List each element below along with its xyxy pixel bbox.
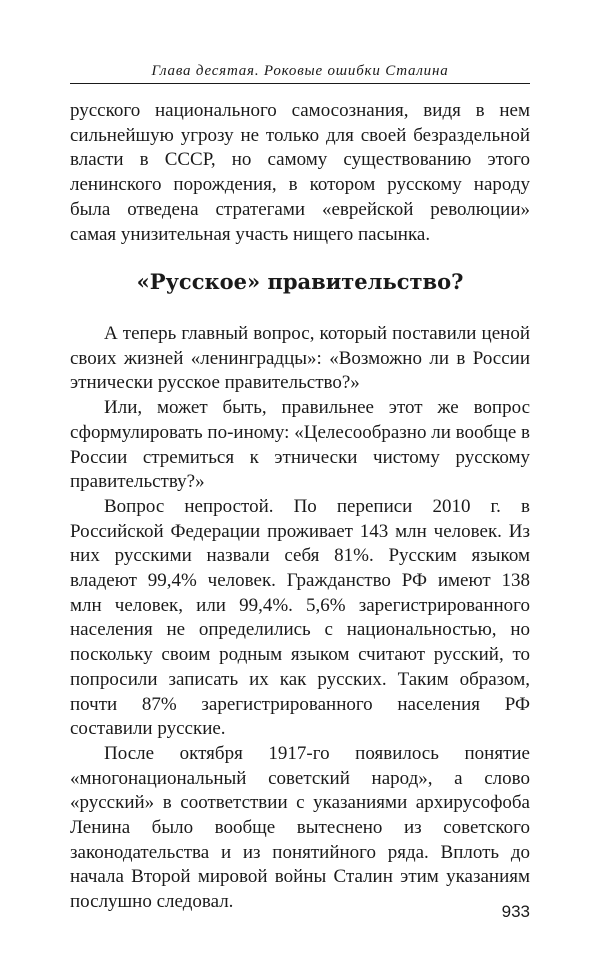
paragraph: А теперь главный вопрос, который поставили ценой своих жизней «ленинградцы»: «Возможно ли в России этнически русское правительство?» xyxy=(70,323,530,394)
paragraph: После октября 1917-го появилось понятие «многонациональный советский народ», а слово «русский» в соответствии с указаниями архирусофоба Ленина было вообще вытеснено из советского законодательства и из понятийного ряда. Вплоть до начала Второй мировой войны Сталин этим указаниям послушно следовал. xyxy=(70,742,530,913)
running-head: Глава десятая. Роковые ошибки Сталина xyxy=(151,63,449,79)
paragraph: Вопрос непростой. По переписи 2010 г. в Российской Федерации проживает 143 млн человек. Из них русскими назвали себя 81%. Русским языком владеют 99,4% человек. Гражданство РФ имеют 138 млн человек, или 99,4%. 5,6% зарегистрированного населения не определились с национальностью, но поскольку своим родным языком считают русский, то попросили записать их как русских. Таким образом, почти 87% зарегистрированного населения РФ составили русские. xyxy=(70,495,530,740)
header-divider xyxy=(70,83,530,84)
body-text-main xyxy=(70,322,530,915)
paragraph-continuation: русского национального самосознания, видя в нем сильнейшую угрозу не только для своей безраздельной власти в СССР, но самому существованию этого ленинского порождения, в котором русскому народу была отведена стратегами «еврейской революции» самая унизительная участь нищего пасынка. xyxy=(70,100,530,245)
body-text-top xyxy=(70,99,530,247)
page-number: 933 xyxy=(501,902,530,921)
paragraph: Или, может быть, правильнее этот же вопрос сформулировать по-иному: «Целесообразно ли вообще в России стремиться к этнически чистому русскому правительству?» xyxy=(70,397,530,493)
section-title: «Русское» правительство? xyxy=(136,269,464,294)
